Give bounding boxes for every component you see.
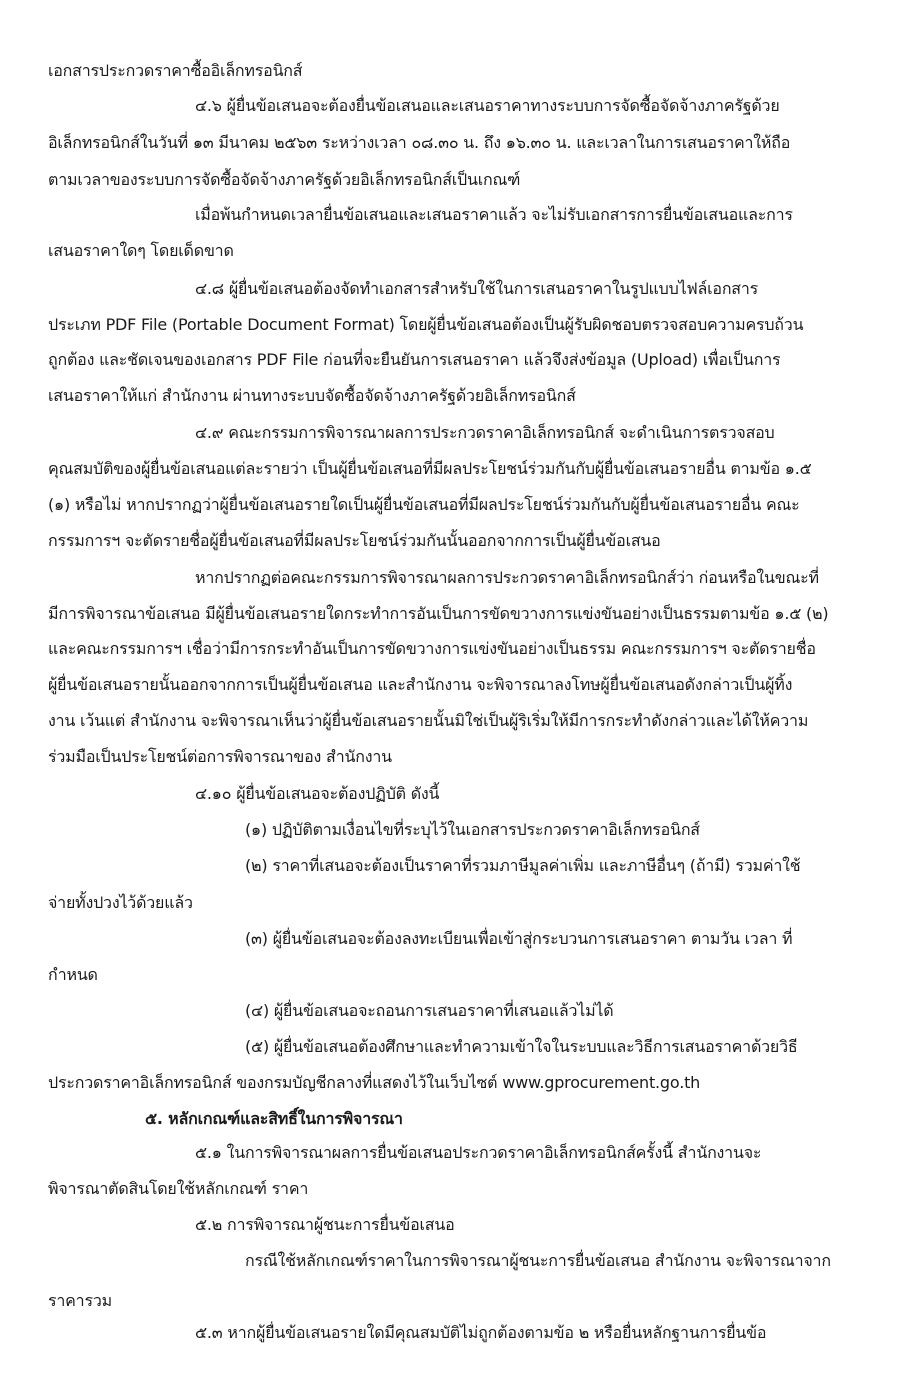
text-line: ๔.๖ ผู้ยื่นข้อเสนอจะต้องยื่นข้อเสนอและเสนอราคาทางระบบการจัดซื้อจัดจ้างภาครัฐด้วย — [195, 96, 780, 115]
text-line: (๕) ผู้ยื่นข้อเสนอต้องศึกษาและทำความเข้าใจในระบบและวิธีการเสนอราคาด้วยวิธี — [245, 1037, 798, 1056]
text-line: (๑) หรือไม่ หากปรากฏว่าผู้ยื่นข้อเสนอรายใดเป็นผู้ยื่นข้อเสนอที่มีผลประโยชน์ร่วมกันกับผู้ยื่นข้อเสนอรายอื่น คณะ — [48, 495, 800, 514]
text-line: ๔.๘ ผู้ยื่นข้อเสนอต้องจัดทำเอกสารสำหรับใช้ในการเสนอราคาในรูปแบบไฟล์เอกสาร — [195, 279, 759, 298]
text-line: เอกสารประกวดราคาซื้ออิเล็กทรอนิกส์ — [48, 61, 303, 80]
text-line: อิเล็กทรอนิกส์ในวันที่ ๑๓ มีนาคม ๒๕๖๓ ระหว่างเวลา ๐๘.๓๐ น. ถึง ๑๖.๓๐ น. และเวลาในการเสนอราคาให้ถือ — [48, 133, 791, 152]
text-line: ราคารวม — [48, 1291, 112, 1310]
text-line: ถูกต้อง และชัดเจนของเอกสาร PDF File ก่อนที่จะยืนยันการเสนอราคา แล้วจึงส่งข้อมูล (Upload) เพื่อเป็นการ — [48, 350, 781, 369]
text-line: เสนอราคาใดๆ โดยเด็ดขาด — [48, 241, 234, 260]
text-line: กรณีใช้หลักเกณฑ์ราคาในการพิจารณาผู้ชนะการยื่นข้อเสนอ สำนักงาน จะพิจารณาจาก — [245, 1251, 831, 1270]
text-line: ๕.๑ ในการพิจารณาผลการยื่นข้อเสนอประกวดราคาอิเล็กทรอนิกส์ครั้งนี้ สำนักงานจะ — [195, 1143, 762, 1162]
text-line: (๒) ราคาที่เสนอจะต้องเป็นราคาที่รวมภาษีมูลค่าเพิ่ม และภาษีอื่นๆ (ถ้ามี) รวมค่าใช้ — [245, 856, 801, 875]
text-line: ๕.๓ หากผู้ยื่นข้อเสนอรายใดมีคุณสมบัติไม่ถูกต้องตามข้อ ๒ หรือยื่นหลักฐานการยื่นข้อ — [195, 1323, 767, 1342]
text-line: คุณสมบัติของผู้ยื่นข้อเสนอแต่ละรายว่า เป็นผู้ยื่นข้อเสนอที่มีผลประโยชน์ร่วมกันกับผู้ยื่นข้อเสนอรายอื่น ตามข้อ ๑.๕ — [48, 459, 812, 478]
text-line: มีการพิจารณาข้อเสนอ มีผู้ยื่นข้อเสนอรายใดกระทำการอันเป็นการขัดขวางการแข่งขันอย่างเป็นธรรมตามข้อ ๑.๕ (๒) — [48, 604, 829, 623]
text-line: ตามเวลาของระบบการจัดซื้อจัดจ้างภาครัฐด้วยอิเล็กทรอนิกส์เป็นเกณฑ์ — [48, 170, 521, 189]
section-heading: ๕. หลักเกณฑ์และสิทธิ์ในการพิจารณา — [145, 1109, 403, 1128]
text-line: ๕.๒ การพิจารณาผู้ชนะการยื่นข้อเสนอ — [195, 1215, 455, 1234]
text-line: (๔) ผู้ยื่นข้อเสนอจะถอนการเสนอราคาที่เสนอแล้วไม่ได้ — [245, 1001, 614, 1020]
text-line: ประเภท PDF File (Portable Document Format) โดยผู้ยื่นข้อเสนอต้องเป็นผู้รับผิดชอบตรวจสอบความครบถ้วน — [48, 315, 804, 334]
text-line: กำหนด — [48, 965, 98, 984]
text-line: เมื่อพ้นกำหนดเวลายื่นข้อเสนอและเสนอราคาแล้ว จะไม่รับเอกสารการยื่นข้อเสนอและการ — [195, 205, 793, 224]
text-line: ๔.๑๐ ผู้ยื่นข้อเสนอจะต้องปฏิบัติ ดังนี้ — [195, 784, 440, 803]
text-line: หากปรากฏต่อคณะกรรมการพิจารณาผลการประกวดราคาอิเล็กทรอนิกส์ว่า ก่อนหรือในขณะที่ — [195, 568, 819, 587]
text-line: ผู้ยื่นข้อเสนอรายนั้นออกจากการเป็นผู้ยื่นข้อเสนอ และสำนักงาน จะพิจารณาลงโทษผู้ยื่นข้อเสนอดังกล่าวเป็นผู้ทิ้ง — [48, 675, 793, 694]
text-line: กรรมการฯ จะตัดรายชื่อผู้ยื่นข้อเสนอที่มีผลประโยชน์ร่วมกันนั้นออกจากการเป็นผู้ยื่นข้อเสนอ — [48, 531, 661, 550]
text-line: (๑) ปฏิบัติตามเงื่อนไขที่ระบุไว้ในเอกสารประกวดราคาอิเล็กทรอนิกส์ — [245, 820, 700, 839]
text-line: เสนอราคาให้แก่ สำนักงาน ผ่านทางระบบจัดซื้อจัดจ้างภาครัฐด้วยอิเล็กทรอนิกส์ — [48, 386, 576, 405]
text-line: งาน เว้นแต่ สำนักงาน จะพิจารณาเห็นว่าผู้ยื่นข้อเสนอรายนั้นมิใช่เป็นผู้ริเริ่มให้มีการกระทำดังกล่าวและได้ให้ความ — [48, 711, 809, 730]
text-line: (๓) ผู้ยื่นข้อเสนอจะต้องลงทะเบียนเพื่อเข้าสู่กระบวนการเสนอราคา ตามวัน เวลา ที่ — [245, 929, 793, 948]
text-line: ร่วมมือเป็นประโยชน์ต่อการพิจารณาของ สำนักงาน — [48, 747, 392, 766]
text-line: ประกวดราคาอิเล็กทรอนิกส์ ของกรมบัญชีกลางที่แสดงไว้ในเว็บไซต์ www.gprocurement.go.th — [48, 1073, 701, 1092]
text-line: และคณะกรรมการฯ เชื่อว่ามีการกระทำอันเป็นการขัดขวางการแข่งขันอย่างเป็นธรรม คณะกรรมการฯ จะตัดรายชื่อ — [48, 639, 816, 658]
text-line: ๔.๙ คณะกรรมการพิจารณาผลการประกวดราคาอิเล็กทรอนิกส์ จะดำเนินการตรวจสอบ — [195, 423, 775, 442]
text-line: พิจารณาตัดสินโดยใช้หลักเกณฑ์ ราคา — [48, 1179, 309, 1198]
text-line: จ่ายทั้งปวงไว้ด้วยแล้ว — [48, 893, 193, 912]
